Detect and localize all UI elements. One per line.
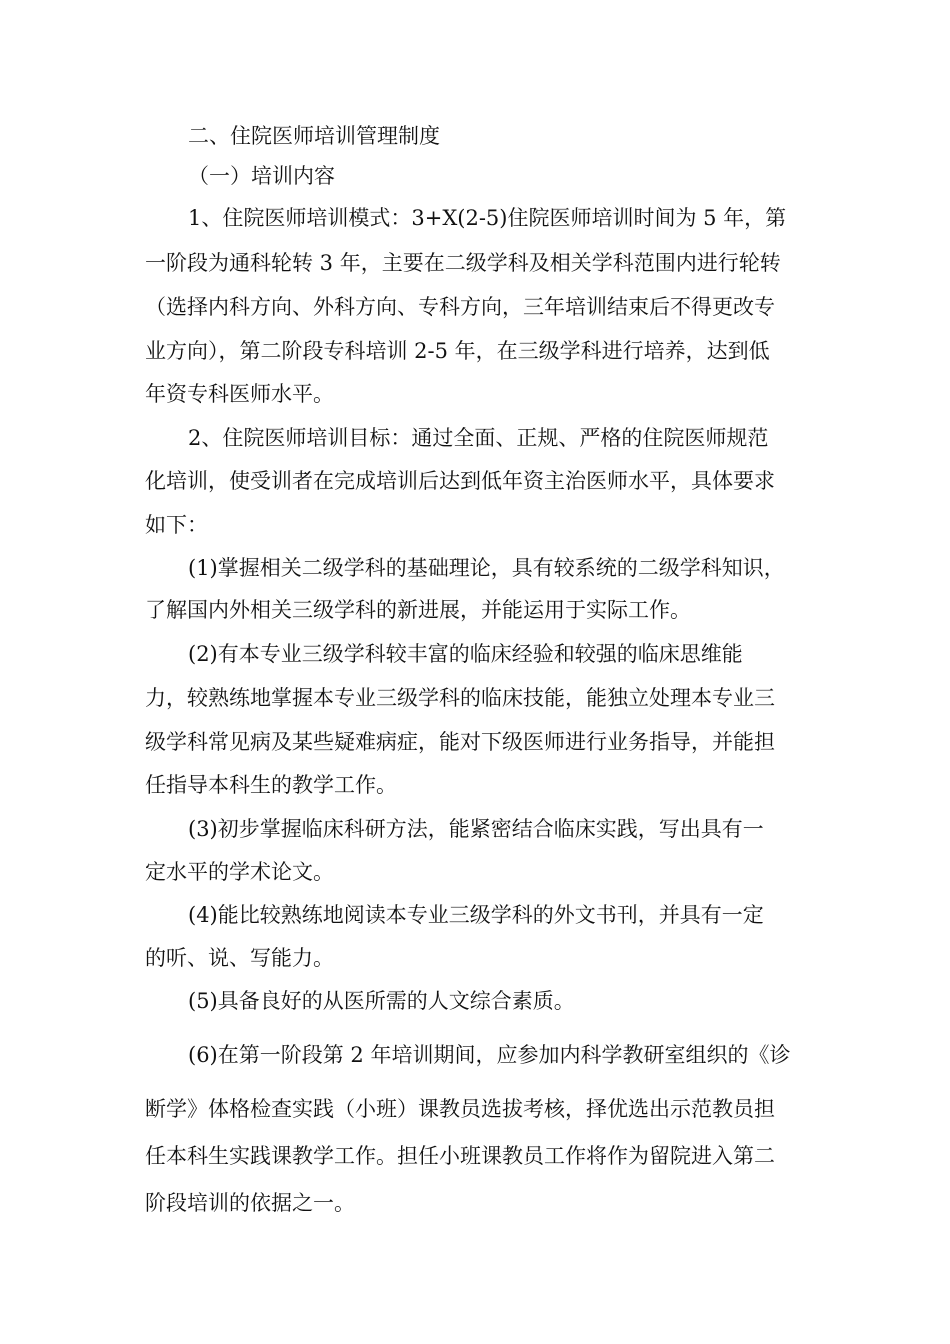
paragraph-line: 了解国内外相关三级学科的新进展，并能运用于实际工作。: [145, 598, 691, 622]
paragraph-line: 化培训，使受训者在完成培训后达到低年资主治医师水平，具体要求: [145, 469, 775, 493]
section-heading: 二、住院医师培训管理制度: [188, 124, 440, 148]
paragraph-line: 一阶段为通科轮转 3 年，主要在二级学科及相关学科范围内进行轮转: [145, 251, 781, 275]
paragraph-line: (2)有本专业三级学科较丰富的临床经验和较强的临床思维能: [188, 642, 743, 666]
paragraph-line: 定水平的学术论文。: [145, 860, 334, 884]
paragraph-line: (6)在第一阶段第 2 年培训期间，应参加内科学教研室组织的《诊: [188, 1043, 791, 1067]
paragraph-line: 的听、说、写能力。: [145, 946, 334, 970]
paragraph-line: 业方向），第二阶段专科培训 2-5 年，在三级学科进行培养，达到低: [145, 339, 770, 363]
paragraph-line: 级学科常见病及某些疑难病症，能对下级医师进行业务指导，并能担: [145, 730, 775, 754]
paragraph-line: 年资专科医师水平。: [145, 382, 334, 406]
paragraph-line: 如下：: [145, 513, 208, 537]
paragraph-line: (1)掌握相关二级学科的基础理论，具有较系统的二级学科知识，: [188, 556, 785, 580]
paragraph-line: 力，较熟练地掌握本专业三级学科的临床技能，能独立处理本专业三: [145, 686, 775, 710]
paragraph-line: (4)能比较熟练地阅读本专业三级学科的外文书刊，并具有一定: [188, 903, 764, 927]
paragraph-line: 1、住院医师培训模式：3+X(2-5)住院医师培训时间为 5 年，第: [188, 206, 787, 230]
paragraph-line: 任本科生实践课教学工作。担任小班课教员工作将作为留院进入第二: [145, 1144, 775, 1168]
paragraph-line: （选择内科方向、外科方向、专科方向，三年培训结束后不得更改专: [145, 295, 775, 319]
subsection-heading: （一）培训内容: [188, 164, 335, 188]
paragraph-line: (5)具备良好的从医所需的人文综合素质。: [188, 989, 575, 1013]
paragraph-line: 阶段培训的依据之一。: [145, 1191, 355, 1215]
paragraph-line: 断学》体格检查实践（小班）课教员选拔考核，择优选出示范教员担: [145, 1097, 775, 1121]
paragraph-line: 2、住院医师培训目标：通过全面、正规、严格的住院医师规范: [188, 426, 769, 450]
paragraph-line: 任指导本科生的教学工作。: [145, 773, 397, 797]
paragraph-line: (3)初步掌握临床科研方法，能紧密结合临床实践，写出具有一: [188, 817, 764, 841]
